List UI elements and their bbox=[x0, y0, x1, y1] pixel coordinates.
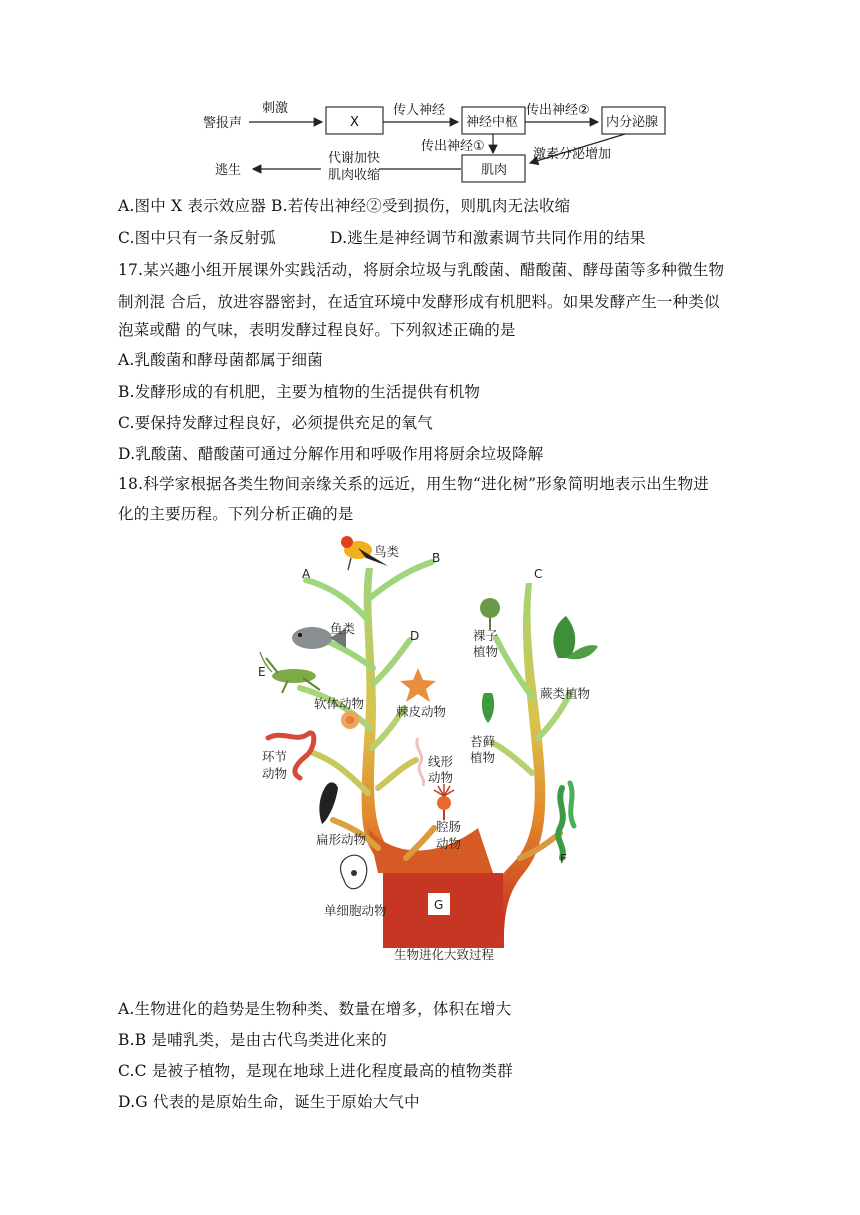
label-fern: 蕨类植物 bbox=[540, 686, 591, 701]
q18-stem-line1: 18.科学家根据各类生物间亲缘关系的远近，用生物“进化树”形象简明地表示出生物进 bbox=[118, 475, 710, 493]
muscle-label: 肌肉 bbox=[481, 163, 508, 178]
letter-g: G bbox=[434, 898, 444, 912]
efferent2-label: 传出神经② bbox=[526, 103, 590, 118]
starfish-icon bbox=[400, 668, 436, 702]
metabolism-line1: 代谢加快 bbox=[328, 151, 381, 166]
label-moss-1: 苔藓 bbox=[470, 734, 496, 749]
letter-d: D bbox=[410, 629, 420, 643]
q17-option-b: B.发酵形成的有机肥，主要为植物的生活提供有机物 bbox=[118, 383, 481, 401]
mollusk-icon bbox=[341, 711, 359, 729]
q18-stem-line2: 化的主要历程。下列分析正确的是 bbox=[118, 505, 354, 523]
q17-stem-line2: 制剂混 合后，放进容器密封，在适宜环境中发酵形成有机肥料。如果发酵产生一种类似 bbox=[118, 293, 720, 311]
label-flatworm: 扁形动物 bbox=[316, 832, 367, 847]
q16-options-ab: A.图中 X 表示效应器 B.若传出神经②受到损伤，则肌肉无法收缩 bbox=[118, 197, 571, 215]
q17-option-d: D.乳酸菌、醋酸菌可通过分解作用和呼吸作用将厨余垃圾降解 bbox=[118, 445, 544, 463]
branch-a bbox=[306, 580, 366, 618]
label-cnidarian-2: 动物 bbox=[436, 836, 462, 851]
algae-icon bbox=[558, 783, 574, 858]
branch-annelid bbox=[313, 753, 368, 793]
q17-option-a: A.乳酸菌和酵母菌都属于细菌 bbox=[118, 351, 323, 369]
afferent-label: 传人神经 bbox=[393, 103, 446, 118]
gland-label: 内分泌腺 bbox=[606, 115, 659, 130]
gymnosperm-icon bbox=[480, 598, 500, 630]
label-annelid-2: 动物 bbox=[262, 766, 288, 781]
label-nematode-1: 线形 bbox=[428, 754, 454, 769]
q18-option-b: B.B 是哺乳类，是由古代鸟类进化来的 bbox=[118, 1031, 387, 1049]
letter-f: F bbox=[560, 852, 567, 866]
grasshopper-icon bbox=[260, 652, 320, 693]
center-label: 神经中枢 bbox=[466, 115, 519, 130]
metabolism-line2: 肌肉收缩 bbox=[328, 168, 381, 183]
q18-option-d: D.G 代表的是原始生命，诞生于原始大气中 bbox=[118, 1093, 420, 1111]
q16-option-c: C.图中只有一条反射弧 bbox=[118, 229, 276, 247]
moss-icon bbox=[482, 693, 494, 723]
branch-nematode bbox=[378, 760, 416, 788]
label-mollusk: 软体动物 bbox=[314, 696, 365, 711]
branch-b bbox=[370, 562, 432, 598]
q18-option-a: A.生物进化的趋势是生物种类、数量在增多，体积在增大 bbox=[118, 1000, 512, 1018]
label-fish: 鱼类 bbox=[330, 621, 356, 636]
label-gymnosperm-2: 植物 bbox=[473, 644, 499, 659]
letter-c: C bbox=[534, 567, 543, 581]
reflex-flowchart bbox=[195, 95, 675, 190]
letter-b: B bbox=[432, 551, 441, 565]
stimulus-label: 刺激 bbox=[262, 101, 289, 116]
protozoa-icon bbox=[341, 855, 367, 889]
fern-icon bbox=[553, 616, 598, 659]
tree-caption: 生物进化大致过程 bbox=[394, 947, 495, 962]
q18-option-c: C.C 是被子植物，是现在地球上进化程度最高的植物类群 bbox=[118, 1062, 513, 1080]
alarm-label: 警报声 bbox=[203, 116, 243, 131]
q17-option-c: C.要保持发酵过程良好，必须提供充足的氧气 bbox=[118, 414, 433, 432]
letter-a: A bbox=[302, 567, 311, 581]
q17-stem-line1: 17.某兴趣小组开展课外实践活动，将厨余垃圾与乳酸菌、醋酸菌、酵母菌等多种微生物 bbox=[118, 261, 725, 279]
label-protozoa: 单细胞动物 bbox=[324, 903, 387, 918]
label-bird: 鸟类 bbox=[374, 544, 400, 559]
label-cnidarian-1: 腔肠 bbox=[436, 819, 462, 834]
letter-e: E bbox=[258, 665, 266, 679]
efferent1-label: 传出神经① bbox=[421, 139, 485, 154]
branch-d bbox=[374, 640, 410, 683]
label-moss-2: 植物 bbox=[470, 750, 496, 765]
label-echinoderm: 棘皮动物 bbox=[396, 704, 447, 719]
label-gymnosperm-1: 裸子 bbox=[473, 628, 499, 643]
branch-moss bbox=[493, 743, 532, 773]
cnidarian-icon bbox=[434, 784, 454, 820]
q16-option-d: D.逃生是神经调节和激素调节共同作用的结果 bbox=[330, 229, 646, 247]
q17-stem-line3: 泡菜或醋 的气味，表明发酵过程良好。下列叙述正确的是 bbox=[118, 321, 516, 339]
x-box-label: X bbox=[350, 115, 359, 130]
evolution-tree-figure bbox=[248, 528, 608, 968]
label-nematode-2: 动物 bbox=[428, 770, 454, 785]
label-annelid-1: 环节 bbox=[262, 749, 288, 764]
escape-label: 逃生 bbox=[215, 163, 242, 178]
hormone-label: 激素分泌增加 bbox=[533, 147, 612, 162]
